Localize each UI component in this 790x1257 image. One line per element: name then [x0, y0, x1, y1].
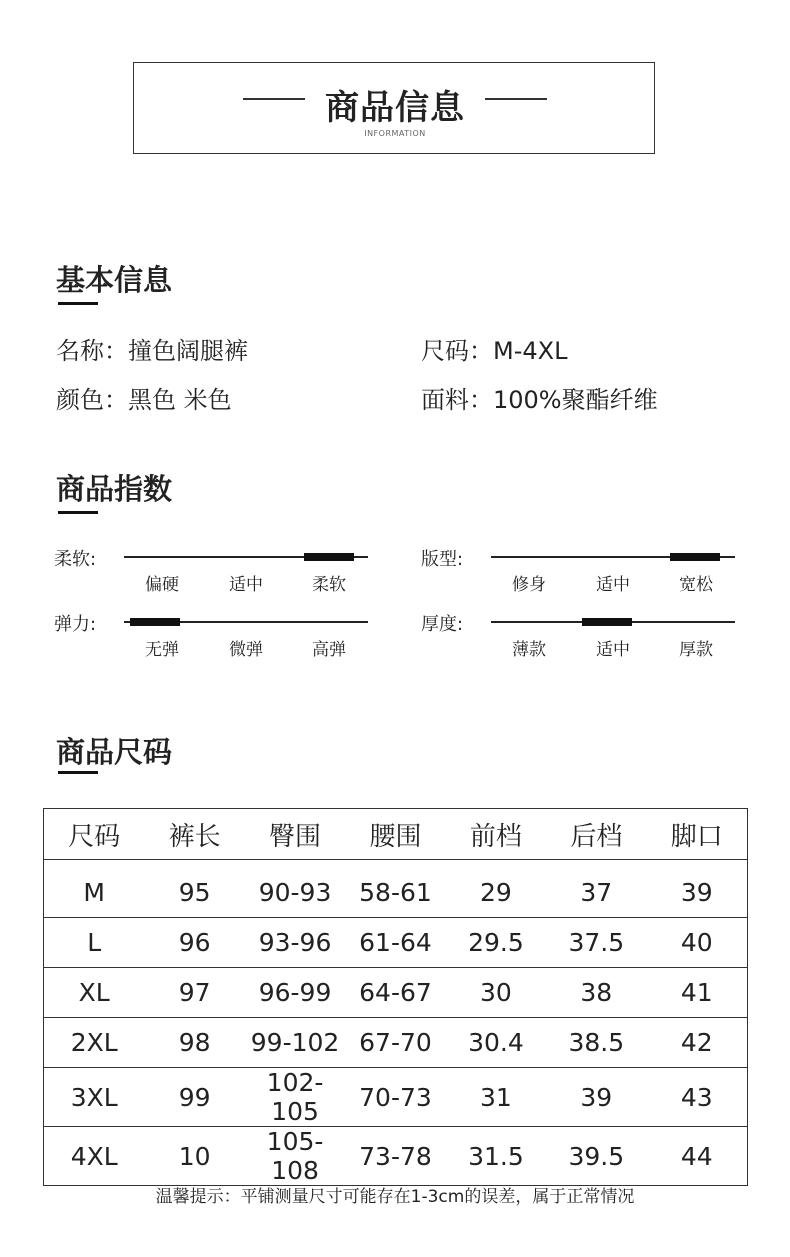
index-title: 商品指数 — [56, 472, 173, 506]
footnote: 温馨提示：平铺测量尺寸可能存在1-3cm的误差，属于正常情况 — [155, 1187, 635, 1207]
cell-front-rise: 29 — [446, 868, 546, 918]
info-fabric: 面料：100%聚酯纤维 — [421, 386, 658, 414]
basic-info-title: 基本信息 — [56, 263, 173, 297]
cell-back-rise: 37.5 — [546, 918, 646, 968]
cell-leg-opening: 39 — [647, 868, 747, 918]
cell-leg-opening: 40 — [647, 918, 747, 968]
table-spacer-row — [44, 860, 747, 869]
cell-size: 2XL — [44, 1018, 144, 1068]
table-row — [44, 1018, 747, 1068]
table-row — [44, 1068, 747, 1127]
cell-front-rise: 29.5 — [446, 918, 546, 968]
cell-hip: 93-96 — [245, 918, 345, 968]
index-label-elasticity: 弹力: — [54, 614, 97, 635]
index-option-softness-1: 适中 — [229, 575, 263, 595]
cell-back-rise: 39.5 — [568, 1141, 625, 1171]
info-name: 名称：撞色阔腿裤 — [56, 337, 248, 365]
cell-waist: 67-70 — [345, 1018, 445, 1068]
cell-leg-opening: 43 — [647, 1068, 747, 1127]
cell-length: 99 — [144, 1068, 244, 1127]
cell-front-rise: 31.5 — [468, 1141, 524, 1171]
cell-size: 4XL — [70, 1141, 118, 1171]
col-header-waist: 腰围 — [345, 809, 445, 860]
col-header-front-rise: 前档 — [446, 809, 546, 860]
size-table-header-row — [44, 809, 747, 860]
cell-hip: 90-93 — [245, 868, 345, 918]
index-label-thickness: 厚度: — [421, 614, 464, 635]
table-row — [44, 968, 747, 1018]
col-header-size: 尺码 — [44, 809, 144, 860]
cell-length: 96 — [144, 918, 244, 968]
cell-front-rise: 31 — [446, 1068, 546, 1127]
cell-leg-opening: 44 — [680, 1141, 713, 1171]
index-option-elasticity-2: 高弹 — [312, 640, 346, 660]
cell-back-rise: 38.5 — [546, 1018, 646, 1068]
index-option-fit-2: 宽松 — [679, 575, 713, 595]
index-marker-thickness — [582, 618, 632, 626]
page-subtitle: INFORMATION — [364, 129, 426, 138]
cell-length: 97 — [144, 968, 244, 1018]
cell-front-rise: 30.4 — [446, 1018, 546, 1068]
index-option-softness-2: 柔软 — [312, 575, 346, 595]
size-table-body — [44, 860, 747, 1186]
index-option-softness-0: 偏硬 — [145, 575, 179, 595]
table-row — [44, 918, 747, 968]
index-marker-softness — [304, 553, 354, 561]
cell-size: XL — [44, 968, 144, 1018]
index-option-thickness-1: 适中 — [596, 640, 630, 660]
col-header-length: 裤长 — [144, 809, 244, 860]
index-option-thickness-0: 薄款 — [512, 640, 546, 660]
cell-waist: 64-67 — [345, 968, 445, 1018]
cell-back-rise: 37 — [546, 868, 646, 918]
index-label-fit: 版型: — [421, 549, 464, 570]
basic-info-underline — [58, 302, 98, 305]
cell-waist: 73-78 — [359, 1141, 432, 1171]
col-header-leg-opening: 脚口 — [647, 809, 747, 860]
cell-back-rise: 39 — [546, 1068, 646, 1127]
table-spacer-cell — [44, 860, 747, 869]
cell-size: L — [44, 918, 144, 968]
cell-hip: 99-102 — [245, 1018, 345, 1068]
index-option-fit-0: 修身 — [512, 575, 546, 595]
index-option-thickness-2: 厚款 — [679, 640, 713, 660]
table-row — [44, 1127, 747, 1186]
col-header-back-rise: 后档 — [546, 809, 646, 860]
info-color: 颜色：黑色 米色 — [56, 386, 232, 414]
cell-length: 98 — [144, 1018, 244, 1068]
cell-size: 3XL — [44, 1068, 144, 1127]
cell-hip: 102-105 — [245, 1068, 345, 1127]
cell-length: 10 — [178, 1141, 211, 1171]
col-header-hip: 臀围 — [245, 809, 345, 860]
index-option-elasticity-0: 无弹 — [145, 640, 179, 660]
cell-back-rise: 38 — [546, 968, 646, 1018]
cell-waist: 70-73 — [345, 1068, 445, 1127]
cell-front-rise: 30 — [446, 968, 546, 1018]
cell-waist: 61-64 — [345, 918, 445, 968]
size-table — [43, 808, 748, 1186]
index-label-softness: 柔软: — [54, 549, 97, 570]
cell-hip: 96-99 — [245, 968, 345, 1018]
index-marker-fit — [670, 553, 720, 561]
cell-length: 95 — [144, 868, 244, 918]
index-marker-elasticity — [130, 618, 180, 626]
index-option-elasticity-1: 微弹 — [229, 640, 263, 660]
page-title: 商品信息 — [325, 88, 465, 128]
table-row — [44, 868, 747, 918]
index-option-fit-1: 适中 — [596, 575, 630, 595]
index-underline — [58, 511, 98, 514]
cell-size: M — [44, 868, 144, 918]
size-underline — [58, 771, 98, 774]
cell-leg-opening: 42 — [647, 1018, 747, 1068]
cell-leg-opening: 41 — [647, 968, 747, 1018]
cell-hip: 105-108 — [266, 1127, 324, 1185]
size-title: 商品尺码 — [56, 735, 173, 769]
cell-waist: 58-61 — [345, 868, 445, 918]
info-size: 尺码：M-4XL — [421, 337, 568, 365]
